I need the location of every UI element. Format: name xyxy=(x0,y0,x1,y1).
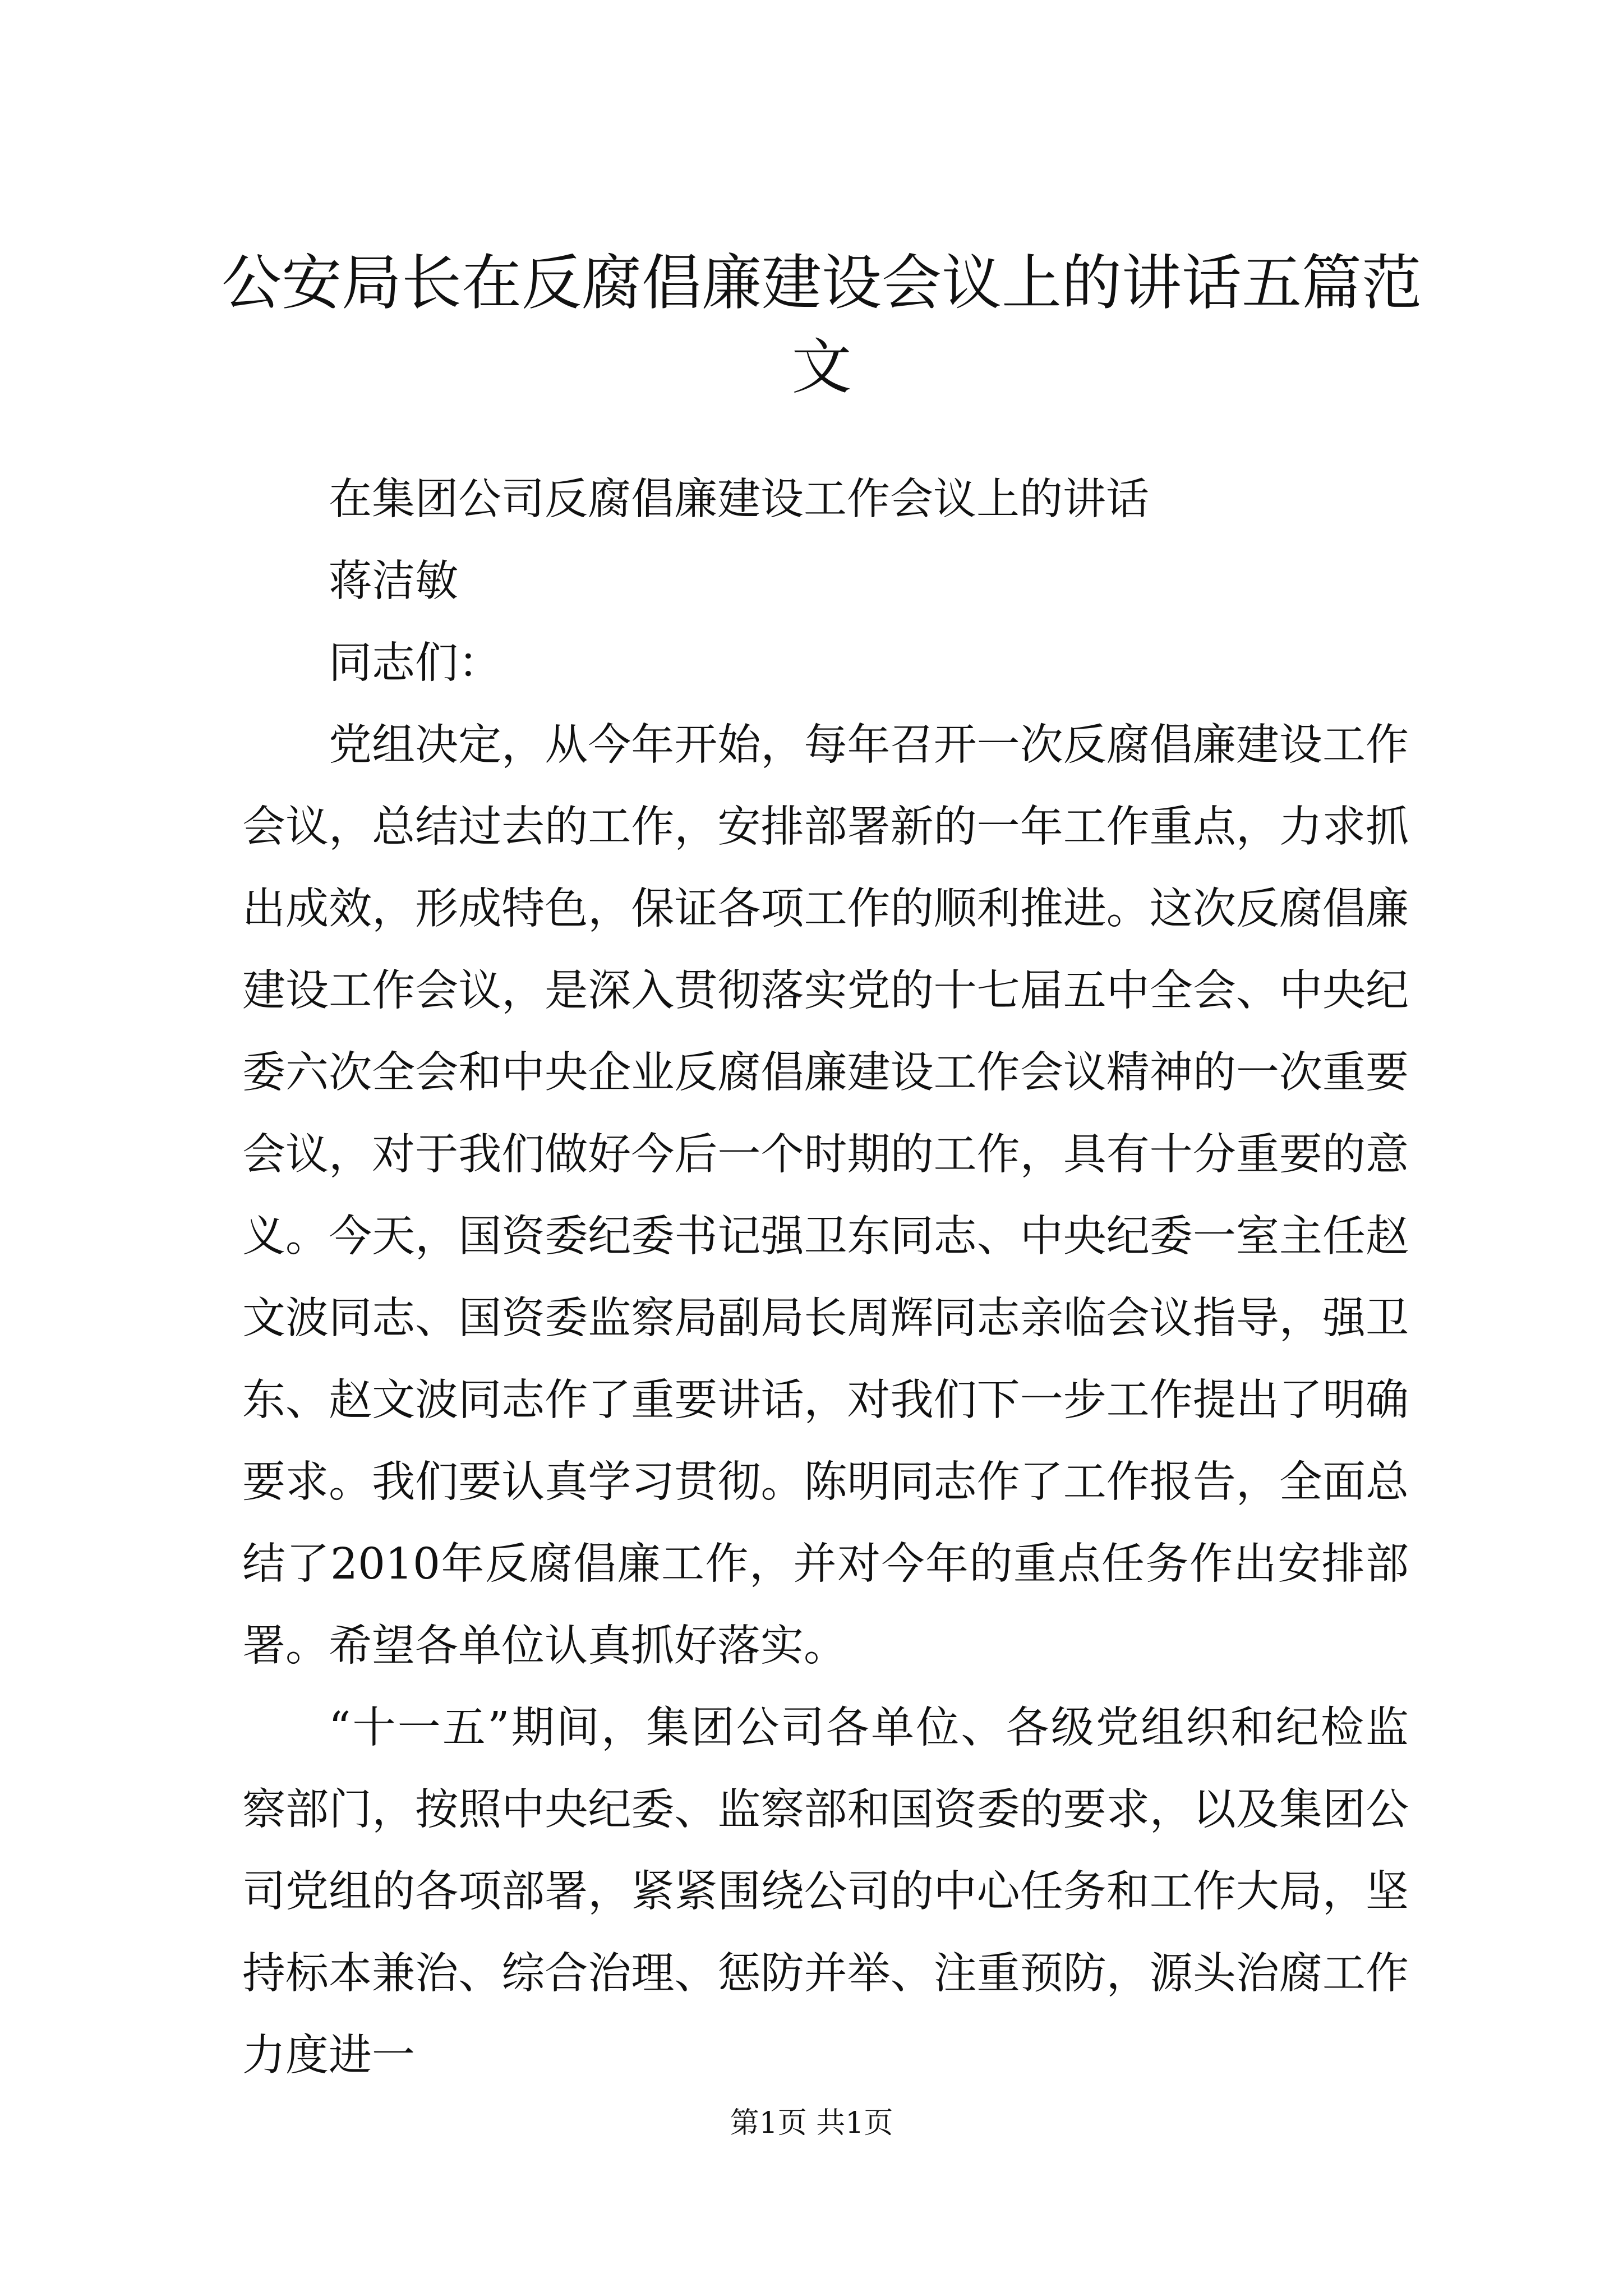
speech-subtitle: 在集团公司反腐倡廉建设工作会议上的讲话 xyxy=(329,475,1149,524)
salutation: 同志们： xyxy=(329,638,501,688)
body-paragraph: 党组决定，从今年开始，每年召开一次反腐倡廉建设工作会议，总结过去的工作，安排部署新的一年工作重点，力求抓出成效，形成特色，保证各项工作的顺利推进。这次反腐倡廉建设工作会议，是深入贯彻落实党的十七届五中全会、中央纪委六次全会和中央企业反腐倡廉建设工作会议精神的一次重要会议，对于我们做好今后一个时期的工作，具有十分重要的意义。今天，国资委纪委书记强卫东同志、中央纪委一室主任赵文波同志、国资委监察局副局长周辉同志亲临会议指导，强卫东、赵文波同志作了重要讲话，对我们下一步工作提出了明确要求。我们要认真学习贯彻。陈明同志作了工作报告，全面总结了2010年反腐倡廉工作，并对今年的重点任务作出安排部署。希望各单位认真抓好落实。 xyxy=(242,720,1409,1671)
page-footer: 第1页 共1页 xyxy=(730,2106,893,2140)
document-title: 公安局长在反腐倡廉建设会议上的讲话五篇范文 xyxy=(221,249,1422,402)
speaker-name: 蒋洁敏 xyxy=(329,556,458,606)
document-body xyxy=(242,459,1409,2097)
body-paragraph: “十一五”期间，集团公司各单位、各级党组织和纪检监察部门，按照中央纪委、监察部和国资委的要求，以及集团公司党组的各项部署，紧紧围绕公司的中心任务和工作大局，坚持标本兼治、综合治理、惩防并举、注重预防，源头治腐工作力度进一 xyxy=(242,1703,1409,2081)
